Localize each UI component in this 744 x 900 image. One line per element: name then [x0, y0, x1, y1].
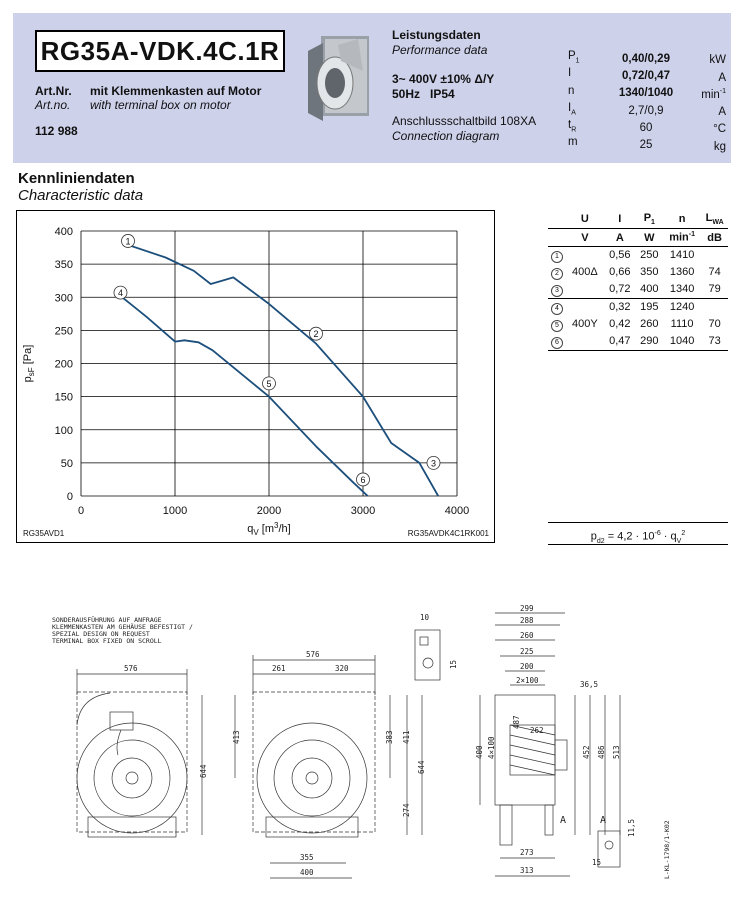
dim-label: 261	[272, 664, 286, 673]
spec-row	[568, 102, 726, 119]
table-cell: 70	[708, 318, 721, 331]
table-cell: 1240	[669, 301, 695, 314]
table-cell	[701, 298, 728, 316]
table-cell: 0,42	[609, 318, 631, 331]
spec-symbol	[568, 85, 606, 102]
dim-label: 383	[385, 730, 394, 744]
curve-marker: 3	[548, 281, 566, 299]
art-desc-de: mit Klemmenkasten auf Motor	[90, 84, 262, 98]
table-cell: 400Y	[572, 318, 598, 331]
dim-label: 225	[520, 647, 534, 656]
spec-sym: I	[568, 101, 572, 114]
art-desc-en: with terminal box on motor	[90, 98, 231, 112]
dim-label: 400	[300, 868, 314, 877]
chart-footer-left: RG35AVD1	[23, 529, 65, 538]
table-cell: 250	[640, 249, 659, 262]
dim-label: 2×100	[516, 676, 539, 685]
dim-label: 411	[402, 730, 411, 744]
curve-marker-label: 4	[117, 288, 123, 299]
table-cell	[701, 246, 728, 264]
section-title-de: Kennliniendaten	[18, 170, 135, 187]
series-line	[121, 296, 368, 496]
spec-sym: n	[568, 84, 575, 97]
x-tick-label: 0	[77, 505, 85, 517]
table-cell: 400Δ	[572, 266, 598, 279]
spec-row	[568, 85, 726, 102]
dim-label: 487	[512, 715, 521, 729]
chart-frame	[16, 210, 495, 543]
table-unit: $\min^{-1}$	[663, 229, 701, 247]
connection-diagram-en: Connection diagram	[392, 129, 500, 143]
x-tick-label: 1000	[162, 505, 188, 517]
table-cell: 1340	[663, 281, 701, 299]
curve-marker: 6	[548, 333, 566, 351]
header-panel	[13, 13, 731, 163]
spec-symbol	[568, 119, 606, 136]
table-cell: 1040	[663, 333, 701, 351]
spec-value: 2,7/0,9	[628, 104, 664, 117]
curve-marker: 4	[548, 298, 566, 316]
dim-label: 262	[530, 726, 544, 735]
spec-unit: A	[718, 71, 726, 84]
table-cell: 73	[701, 333, 728, 351]
left-view	[77, 664, 208, 837]
x-tick-label: 2000	[256, 505, 282, 517]
dim-label: 273	[520, 848, 534, 857]
curve-marker-label: 6	[360, 474, 366, 485]
table-cell: 195	[640, 301, 659, 314]
table-row	[548, 264, 728, 281]
drawing-note-line: SONDERAUSFÜHRUNG AUF ANFRAGE	[52, 616, 162, 624]
art-number-row-en	[35, 98, 231, 112]
spec-row	[568, 50, 726, 67]
spec-symbol	[568, 50, 606, 67]
table-cell: 400	[636, 281, 663, 299]
chart-footer-right: RG35AVDK4C1RK001	[407, 529, 489, 538]
dim-label: 355	[300, 853, 314, 862]
curve-marker-label: 1	[125, 236, 131, 247]
table-cell	[566, 333, 604, 351]
dim-label: 313	[520, 866, 534, 875]
table-cell: 0,56	[609, 249, 631, 262]
dim-label: 11,5	[627, 818, 636, 837]
table-cell: 79	[701, 281, 728, 299]
table-cell: 290	[636, 333, 663, 351]
spec-sym: I	[568, 67, 572, 80]
table-row	[548, 246, 728, 264]
y-tick-label: 250	[54, 325, 73, 338]
dim-label: 644	[417, 760, 426, 774]
dim-label: 413	[232, 730, 241, 744]
dim-label: 200	[520, 662, 534, 671]
spec-value: 1340/1040	[618, 87, 674, 100]
art-label-de: Art.Nr.	[35, 84, 72, 98]
table-cell: 350	[640, 266, 659, 279]
dim-label: 644	[199, 764, 208, 778]
curve-marker: 1	[548, 246, 566, 264]
table-cell: 0,66	[609, 266, 631, 279]
drawing-note	[52, 615, 193, 645]
spec-unit: kg	[713, 140, 726, 153]
y-tick-label: 400	[54, 226, 73, 238]
perf-title-de: Leistungsdaten	[392, 28, 481, 42]
y-tick-label: 300	[54, 292, 73, 305]
curve-marker-label: 2	[313, 329, 319, 340]
spec-sym: P	[568, 50, 576, 62]
section-marker: A	[600, 815, 607, 826]
table-row	[548, 281, 728, 299]
art-number-row-de	[35, 84, 261, 98]
table-unit: A	[604, 229, 636, 247]
table-cell: 0,72	[604, 281, 636, 299]
spec-sub: A	[571, 109, 576, 117]
dim-label: 513	[612, 745, 621, 759]
curve-marker-label: 5	[266, 378, 272, 389]
section-marker: A	[560, 815, 567, 826]
spec-value: 25	[639, 139, 653, 152]
spec-unit: A	[718, 105, 726, 118]
dim-label: 486	[597, 745, 606, 759]
dim-label: 299	[520, 604, 534, 613]
table-row	[548, 298, 728, 316]
drawing-note-line: TERMINAL BOX FIXED ON SCROLL	[52, 637, 162, 645]
art-label-en: Art.no.	[35, 98, 71, 112]
dim-label: 260	[520, 631, 534, 640]
dim-label: 400	[475, 745, 484, 759]
table-cell: 1110	[670, 318, 694, 331]
table-unit: V	[566, 229, 604, 247]
drawing-note-line: KLEMMENKASTEN AM GEHÄUSE BEFESTIGT /	[52, 623, 193, 631]
ip-rating: IP54	[430, 87, 455, 101]
dimension-drawing	[0, 595, 744, 900]
table-header: $P_1$	[636, 210, 663, 229]
spec-row	[568, 67, 726, 84]
curve-marker: 5	[548, 316, 566, 333]
table-header: n	[663, 210, 701, 229]
y-tick-label: 0	[66, 491, 73, 503]
dim-label: 320	[335, 664, 349, 673]
spec-sym: t	[568, 119, 572, 132]
table-cell: 1360	[669, 266, 695, 279]
fan-product-image	[303, 31, 373, 126]
spec-sub: 1	[575, 57, 580, 65]
performance-block	[392, 28, 536, 144]
model-title: RG35A-VDK.4C.1R	[35, 30, 285, 72]
table-cell: 0,47	[604, 333, 636, 351]
spec-value: 0,72/0,47	[622, 69, 670, 82]
drawing-note-line: SPEZIAL DESIGN ON REQUEST	[52, 630, 150, 638]
dim-label: 576	[124, 664, 138, 673]
spec-unit: kW	[709, 54, 726, 67]
y-tick-label: 150	[54, 391, 73, 404]
table-cell	[566, 246, 604, 264]
perf-title-en: Performance data	[392, 43, 488, 57]
table-cell: 0,32	[609, 301, 631, 314]
dim-label: 15	[449, 659, 458, 669]
table-row	[548, 316, 728, 333]
dim-label: 15	[592, 858, 602, 867]
section-title-en: Characteristic data	[18, 187, 144, 204]
spec-row	[568, 119, 726, 136]
formula: $p_{d2} = 4,2 \cdot 10^{-6} \cdot q_V^2$	[548, 522, 728, 545]
y-axis-label: $p_{sF}$ [Pa]	[22, 344, 36, 383]
table-header: $L_{WA}$	[701, 210, 728, 229]
spec-unit: °C	[713, 123, 726, 136]
right-view	[415, 604, 671, 879]
x-axis-label: $q_V$ $[m^3/h]$	[247, 521, 291, 537]
table-cell: 74	[708, 266, 721, 279]
table-header: I	[604, 210, 636, 229]
dim-label: 452	[582, 745, 591, 759]
table-header: U	[566, 210, 604, 229]
table-cell: 1410	[669, 249, 695, 262]
series-line	[126, 244, 438, 496]
dim-label: 288	[520, 616, 534, 625]
spec-symbol	[568, 67, 606, 84]
y-tick-label: 100	[54, 424, 73, 437]
x-tick-label: 4000	[444, 505, 470, 517]
spec-symbol	[568, 136, 606, 153]
characteristic-chart	[17, 211, 494, 542]
y-tick-label: 50	[60, 457, 73, 470]
spec-row	[568, 136, 726, 153]
dim-label: 10	[420, 613, 430, 622]
spec-unit: $\min^{-1}$	[701, 87, 726, 101]
supply-voltage: 3~ 400V ±10% Δ/Y	[392, 72, 495, 86]
spec-value: 60	[639, 121, 653, 134]
dim-label: 4×100	[487, 736, 496, 759]
dim-label: 576	[306, 650, 320, 659]
drawing-id: L-KL-1798/1-K02	[663, 820, 671, 879]
spec-symbol	[568, 102, 606, 119]
dim-label: 36,5	[580, 680, 599, 689]
table-cell: 260	[640, 318, 659, 331]
middle-view	[232, 650, 426, 878]
x-tick-label: 3000	[350, 505, 376, 517]
table-cell	[566, 281, 604, 299]
art-number: 112 988	[35, 124, 78, 138]
y-tick-label: 350	[54, 259, 73, 272]
specs-table	[568, 50, 726, 154]
y-tick-label: 200	[54, 358, 73, 371]
dim-label: 274	[402, 803, 411, 817]
table-unit: dB	[701, 229, 728, 247]
characteristic-table	[548, 210, 728, 351]
connection-diagram-de: Anschlussschaltbild 108XA	[392, 114, 537, 128]
spec-value: 0,40/0,29	[622, 52, 670, 65]
table-cell	[566, 298, 604, 316]
curve-marker: 2	[548, 264, 566, 281]
table-unit: W	[636, 229, 663, 247]
curve-marker-label: 3	[430, 458, 437, 469]
spec-sub: R	[571, 126, 577, 134]
spec-sym: m	[568, 136, 578, 149]
frequency: 50Hz	[392, 87, 421, 101]
table-row	[548, 333, 728, 351]
